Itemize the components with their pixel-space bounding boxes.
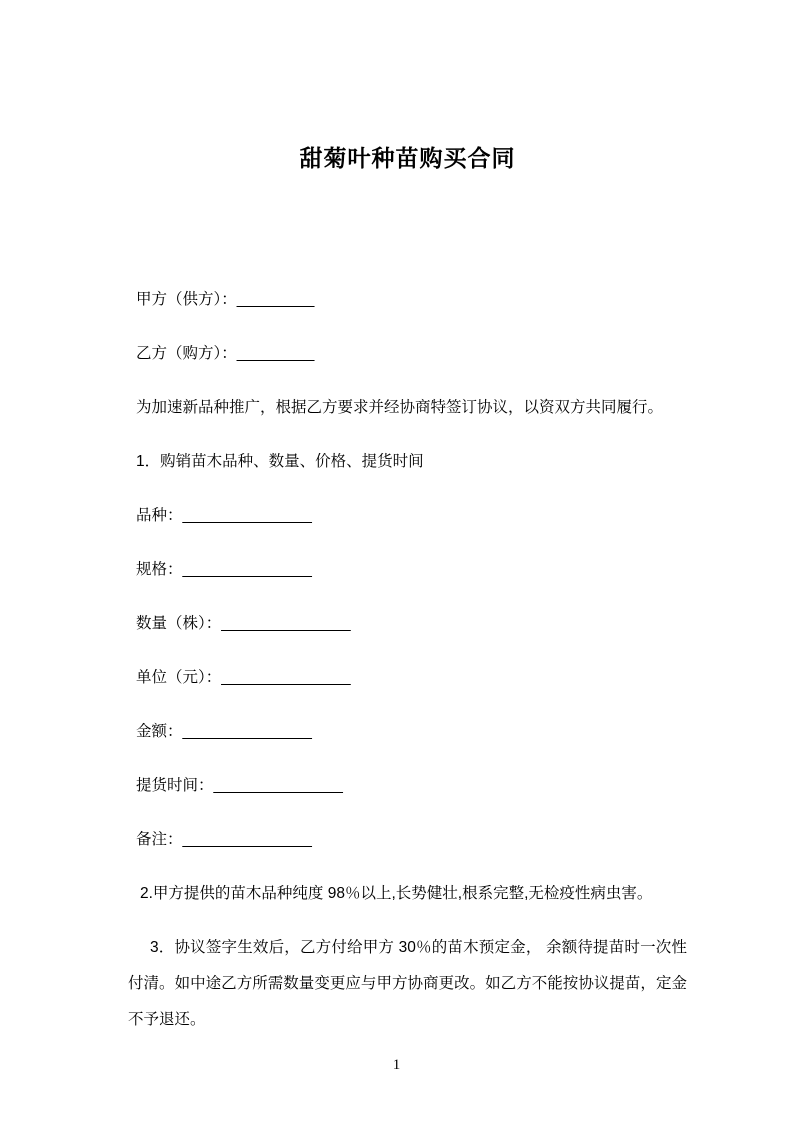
- field-amount: [136, 714, 687, 750]
- party-b-blank: _________: [236, 345, 315, 362]
- party-b-label: 乙方（购方）：: [136, 345, 237, 362]
- field-spec-blank: _______________: [182, 561, 312, 578]
- party-a-line: [136, 282, 687, 318]
- party-b-line: [136, 336, 687, 372]
- party-a-blank: _________: [236, 291, 315, 308]
- field-pickup-time: [136, 768, 687, 804]
- field-unit-price-blank: _______________: [221, 669, 351, 686]
- intro-paragraph: 为加速新品种推广，根据乙方要求并经协商特签订协议，以资双方共同履行。: [136, 399, 664, 416]
- field-unit-price-label: 单位（元）：: [136, 669, 222, 686]
- field-amount-blank: _______________: [182, 723, 312, 740]
- field-spec-label: 规格：: [136, 561, 183, 578]
- page-number: 1: [392, 1057, 401, 1073]
- document-title: 甜菊叶种苗购买合同: [299, 145, 516, 171]
- field-pickup-time-label: 提货时间：: [136, 777, 214, 794]
- section1-heading: 1．购销苗木品种、数量、价格、提货时间: [136, 453, 424, 470]
- field-quantity-blank: _______________: [221, 615, 351, 632]
- field-variety: [136, 498, 687, 534]
- field-remarks-label: 备注：: [136, 831, 183, 848]
- field-spec: [136, 552, 687, 588]
- clause-3-paragraph: 3．协议签字生效后，乙方付给甲方 30％的苗木预定金， 余额待提苗时一次性付清。如中途乙方所需数量变更应与甲方协商更改。如乙方不能按协议提苗，定金不予退还。: [128, 939, 687, 1028]
- clause-2-paragraph: 2.甲方提供的苗木品种纯度 98％以上,长势健壮,根系完整,无检疫性病虫害。: [140, 885, 653, 902]
- field-remarks-blank: _______________: [182, 831, 312, 848]
- field-remarks: [136, 822, 687, 858]
- field-unit-price: [136, 660, 687, 696]
- field-quantity-label: 数量（株）：: [136, 615, 222, 632]
- field-variety-label: 品种：: [136, 507, 183, 524]
- field-quantity: [136, 606, 687, 642]
- field-pickup-time-blank: _______________: [213, 777, 343, 794]
- field-variety-blank: _______________: [182, 507, 312, 524]
- party-a-label: 甲方（供方）：: [136, 291, 237, 308]
- field-amount-label: 金额：: [136, 723, 183, 740]
